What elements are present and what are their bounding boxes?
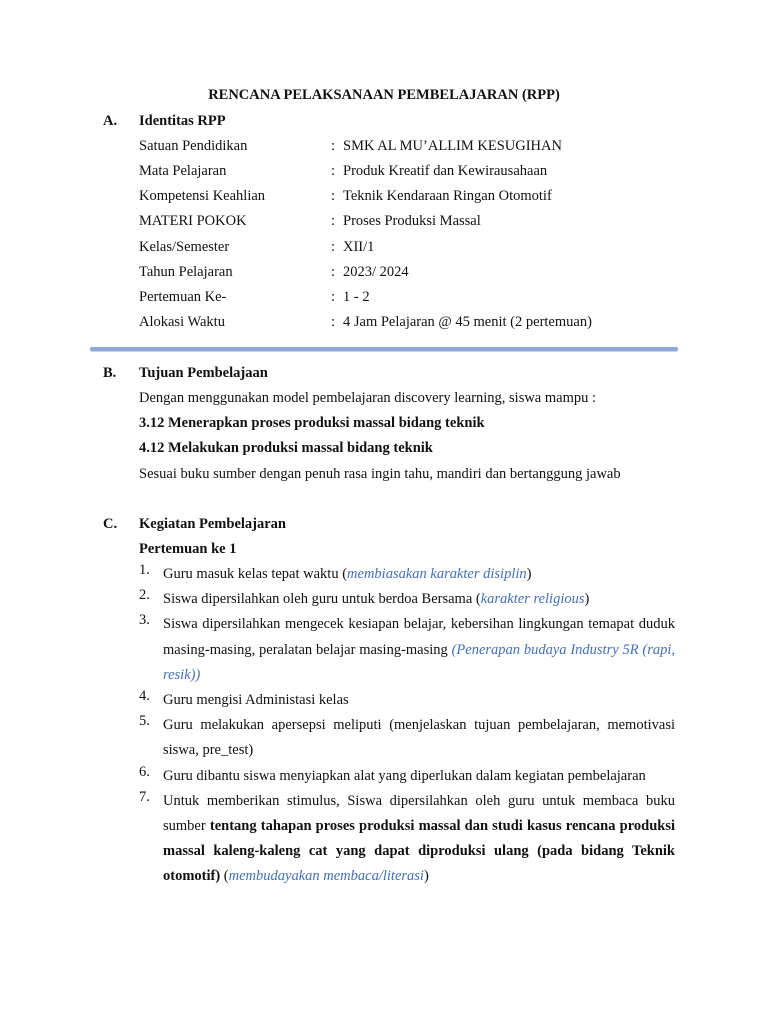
section-c-letter: C. [103, 516, 118, 532]
character-note: (Penerapan budaya Industry 5R (rapi, resik)) [163, 641, 675, 683]
identity-colon: : [331, 163, 336, 179]
list-item-text: Guru mengisi Administasi kelas [163, 692, 349, 709]
section-a-title: Identitas RPP [139, 113, 226, 129]
list-item-text: Siswa dipersilahkan oleh guru untuk berdoa Bersama ( [163, 591, 481, 608]
identity-label: Mata Pelajaran [139, 163, 227, 179]
identity-row [139, 239, 699, 259]
identity-value: Produk Kreatif dan Kewirausahaan [343, 163, 548, 179]
identity-row [139, 314, 699, 334]
list-item [139, 713, 675, 763]
identity-value: SMK AL MU’ALLIM KESUGIHAN [343, 138, 562, 154]
identity-colon: : [331, 264, 336, 280]
list-item-text: Untuk memberikan stimulus, Siswa dipersilahkan oleh guru untuk membaca buku sumber [163, 792, 675, 835]
objective-intro: Dengan menggunakan model pembelajaran discovery learning, siswa mampu : [139, 390, 597, 406]
list-item-number: 2. [139, 587, 150, 604]
section-b-title: Tujuan Pembelajaan [139, 365, 268, 381]
identity-colon: : [331, 213, 336, 229]
list-item-number: 3. [139, 612, 150, 629]
objective-goal-1: 3.12 Menerapkan proses produksi massal bidang teknik [139, 415, 485, 431]
objective-closing: Sesuai buku sumber dengan penuh rasa ingin tahu, mandiri dan bertanggung jawab [139, 466, 621, 482]
meeting-heading: Pertemuan ke 1 [139, 541, 237, 557]
identity-colon: : [331, 138, 336, 154]
identity-value: 1 - 2 [343, 289, 370, 305]
list-item-text-mid: ( [220, 868, 229, 885]
list-item [139, 789, 675, 890]
list-item-text: Guru dibantu siswa menyiapkan alat yang diperlukan dalam kegiatan pembelajaran [163, 767, 646, 784]
list-item [139, 688, 675, 713]
list-item-text: Siswa dipersilahkan mengecek kesiapan belajar, kebersihan lingkungan temapat duduk masing-masing, peralatan belajar masing-masing [163, 616, 675, 658]
identity-colon: : [331, 314, 336, 330]
section-c-title: Kegiatan Pembelajaran [139, 516, 286, 532]
list-item [139, 764, 675, 789]
character-note: membudayakan membaca/literasi [228, 868, 424, 885]
identity-value: Proses Produksi Massal [343, 213, 481, 229]
list-item-text-end: ) [526, 566, 532, 582]
identity-row [139, 213, 699, 233]
character-note: karakter religious [480, 591, 585, 608]
identity-colon: : [331, 239, 336, 255]
list-item-bold-text: tentang tahapan proses produksi massal dan studi kasus rencana produksi massal kaleng-kaleng cat yang dapat diproduksi ulang (pada bidang Teknik otomotif) [163, 818, 675, 885]
identity-colon: : [331, 188, 336, 204]
identity-row [139, 138, 699, 158]
document-title: RENCANA PELAKSANAAN PEMBELAJARAN (RPP) [208, 87, 560, 103]
activity-list [139, 562, 675, 890]
identity-value: XII/1 [343, 239, 375, 255]
identity-label: Kelas/Semester [139, 239, 230, 255]
identity-row [139, 289, 699, 309]
identity-row [139, 163, 699, 183]
identity-row [139, 188, 699, 208]
list-item-number: 7. [139, 788, 150, 805]
list-item [139, 612, 675, 688]
identity-label: Pertemuan Ke- [139, 289, 227, 305]
identity-label: MATERI POKOK [139, 213, 247, 229]
identity-row [139, 264, 699, 284]
list-item [139, 587, 675, 612]
section-a-letter: A. [103, 113, 118, 129]
list-item-text: Guru melakukan apersepsi meliputi (menjelaskan tujuan pembelajaran, memotivasi siswa, pre_test) [163, 717, 675, 759]
list-item-text: Guru masuk kelas tepat waktu ( [163, 566, 348, 582]
list-item-number: 1. [139, 562, 150, 578]
identity-value: 2023/ 2024 [343, 264, 409, 280]
list-item-text-end: ) [423, 868, 429, 885]
identity-label: Kompetensi Keahlian [139, 188, 266, 204]
identity-value: Teknik Kendaraan Ringan Otomotif [343, 188, 552, 204]
list-item-number: 4. [139, 688, 150, 705]
identity-value: 4 Jam Pelajaran @ 45 menit (2 pertemuan) [343, 314, 592, 330]
objective-goal-2: 4.12 Melakukan produksi massal bidang teknik [139, 440, 433, 456]
identity-label: Satuan Pendidikan [139, 138, 248, 154]
identity-label: Alokasi Waktu [139, 314, 225, 330]
section-divider [90, 347, 678, 351]
identity-label: Tahun Pelajaran [139, 264, 233, 280]
character-note: membiasakan karakter disiplin [347, 566, 527, 582]
list-item-text-end: ) [584, 591, 590, 608]
list-item-number: 5. [139, 713, 150, 730]
list-item-number: 6. [139, 763, 150, 780]
list-item [139, 562, 675, 587]
section-b-letter: B. [103, 365, 117, 381]
identity-colon: : [331, 289, 336, 305]
